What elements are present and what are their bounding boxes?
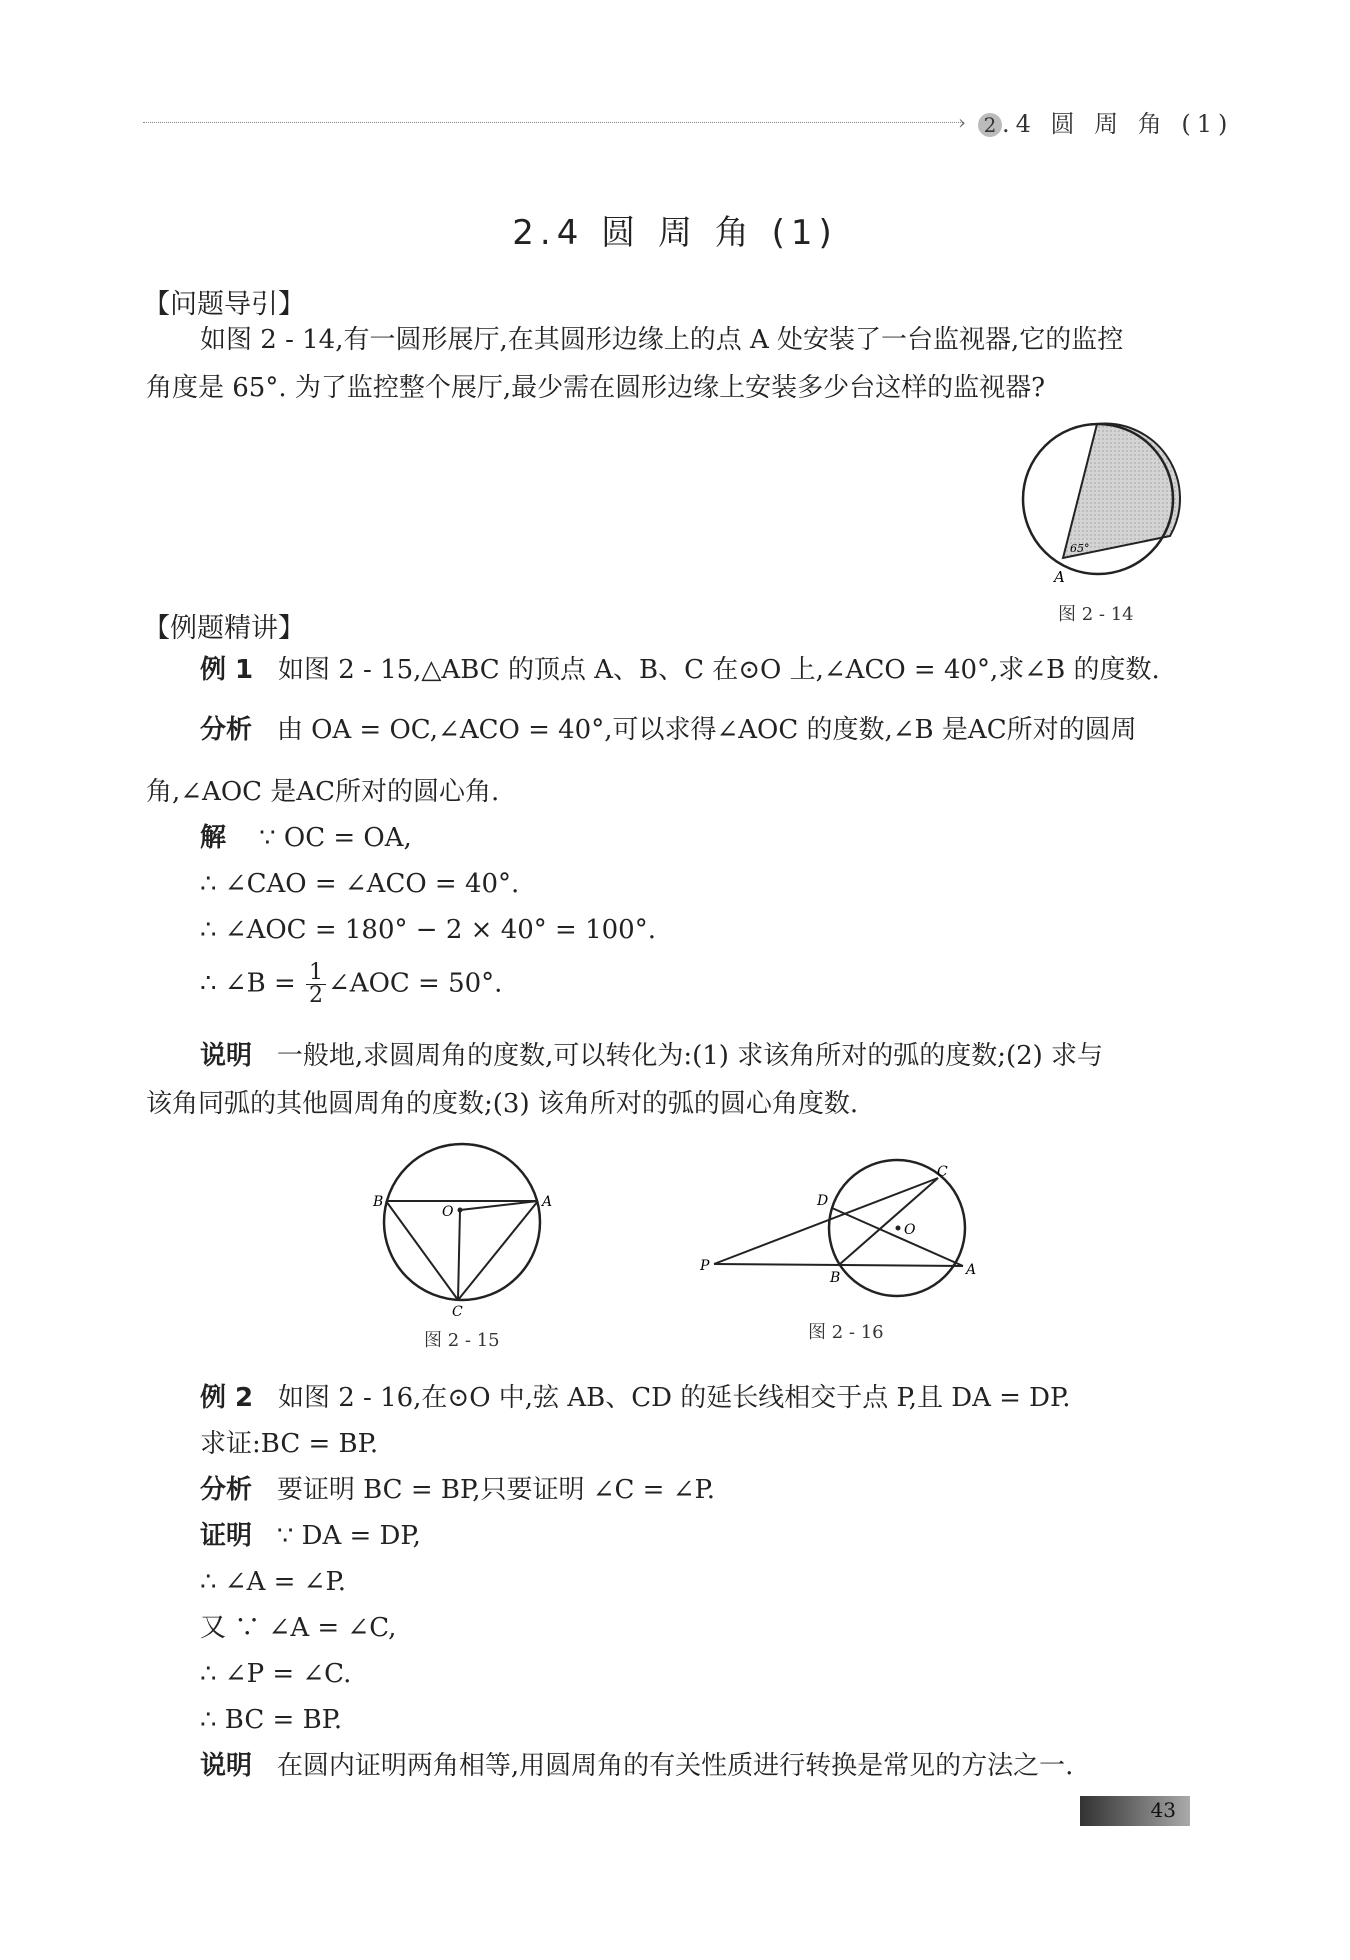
label-p: P (700, 1258, 710, 1274)
proof-step3: 又 ∵ ∠A = ∠C, (200, 1613, 397, 1643)
proof-step5: ∴ BC = BP. (200, 1705, 343, 1735)
solution-step3: ∴ ∠AOC = 180° − 2 × 40° = 100°. (200, 915, 656, 945)
analysis2-text: 要证明 BC = BP,只要证明 ∠C = ∠P. (276, 1475, 716, 1505)
examples-heading: 【例题精讲】 (143, 613, 305, 644)
prove-statement: 求证:BC = BP. (200, 1429, 379, 1459)
figure-2-14-caption: 图 2 - 14 (1058, 604, 1134, 625)
example2-text: 如图 2 - 16,在⊙O 中,弦 AB、CD 的延长线相交于点 P,且 DA = DP. (277, 1383, 1071, 1413)
note1-line1: 一般地,求圆周角的度数,可以转化为:(1) 求该角所对的弧的度数;(2) 求与 (276, 1041, 1104, 1071)
chord-da (832, 1208, 963, 1266)
figure-2-15 (370, 1128, 560, 1318)
figure-2-15-caption: 图 2 - 15 (424, 1330, 500, 1351)
fraction-one-half (306, 962, 326, 1007)
analysis-label: 分析 (200, 715, 253, 745)
note2-label: 说明 (200, 1751, 253, 1781)
analysis-line2: 角,∠AOC 是AC所对的圆心角. (146, 777, 500, 807)
figure-2-14 (1010, 410, 1200, 595)
example2-note (200, 1748, 1073, 1784)
example2 (200, 1380, 1071, 1416)
proof-step2: ∴ ∠A = ∠P. (200, 1567, 346, 1597)
page-number-tab (1080, 1796, 1190, 1826)
example1-text: 如图 2 - 15,△ABC 的顶点 A、B、C 在⊙O 上,∠ACO = 40°,求∠B 的度数. (277, 655, 1160, 685)
line-pa (714, 1264, 963, 1266)
solution-step4 (200, 962, 502, 1007)
proof (200, 1518, 421, 1554)
note1-line2: 该角同弧的其他圆周角的度数;(3) 该角所对的弧的圆心角度数. (146, 1089, 859, 1119)
solution (200, 820, 412, 856)
example1-note (200, 1038, 1103, 1074)
center-point (896, 1226, 901, 1231)
problem-intro-heading: 【问题导引】 (143, 289, 305, 320)
label-a: A (542, 1194, 553, 1210)
page-title: 2.4 圆 周 角 (1) (512, 213, 838, 253)
label-c: C (937, 1164, 948, 1180)
example1 (200, 652, 1160, 688)
point-a-label: A (1054, 568, 1065, 586)
label-c: C (452, 1304, 463, 1318)
example2-label: 例 2 (200, 1383, 254, 1413)
section-badge: 2 (978, 113, 1002, 137)
example2-analysis (200, 1472, 715, 1508)
solution-step4-post: ∠AOC = 50°. (328, 968, 503, 999)
running-header (978, 104, 1233, 139)
running-header-text: .4 圆 周 角 (1) (1002, 110, 1234, 138)
figure-2-16-caption: 图 2 - 16 (808, 1322, 884, 1343)
label-a: A (966, 1262, 977, 1278)
proof-step4: ∴ ∠P = ∠C. (200, 1659, 352, 1689)
problem-intro-line2: 角度是 65°. 为了监控整个展厅,最少需在圆形边缘上安装多少台这样的监视器? (146, 373, 1046, 403)
center-point (458, 1208, 463, 1213)
label-d: D (817, 1193, 829, 1209)
example1-label: 例 1 (200, 655, 254, 685)
label-b: B (373, 1194, 384, 1210)
proof-label: 证明 (200, 1521, 253, 1551)
solution-step2: ∴ ∠CAO = ∠ACO = 40°. (200, 869, 520, 899)
fraction-denominator: 2 (309, 983, 324, 1008)
note2-text: 在圆内证明两角相等,用圆周角的有关性质进行转换是常见的方法之一. (276, 1751, 1074, 1781)
solution-step1: ∵ OC = OA, (259, 823, 412, 853)
figure-2-16 (690, 1148, 990, 1298)
chord-ac (458, 1201, 538, 1300)
page-number: 43 (1150, 1798, 1176, 1822)
solution-label: 解 (200, 823, 227, 853)
angle-label: 65° (1070, 542, 1090, 555)
note1-label: 说明 (200, 1041, 253, 1071)
example1-analysis (200, 712, 1137, 748)
line-pc (714, 1178, 938, 1264)
solution-step4-pre: ∴ ∠B = (200, 968, 296, 999)
circle-o (384, 1144, 540, 1300)
analysis2-label: 分析 (200, 1475, 253, 1505)
header-arrow-icon: › (958, 110, 966, 134)
label-b: B (830, 1270, 841, 1286)
fraction-numerator: 1 (306, 962, 326, 985)
problem-intro-line1: 如图 2 - 14,有一圆形展厅,在其圆形边缘上的点 A 处安装了一台监视器,它的监控 (200, 325, 1124, 355)
label-o: O (442, 1204, 454, 1220)
header-rule (143, 122, 963, 123)
chord-bc (840, 1178, 938, 1264)
radius-oa (460, 1201, 538, 1210)
radius-oc (458, 1210, 460, 1300)
analysis-line1: 由 OA = OC,∠ACO = 40°,可以求得∠AOC 的度数,∠B 是AC所对的圆周 (276, 715, 1137, 745)
label-o: O (904, 1222, 916, 1238)
proof-step1: ∵ DA = DP, (276, 1521, 421, 1551)
